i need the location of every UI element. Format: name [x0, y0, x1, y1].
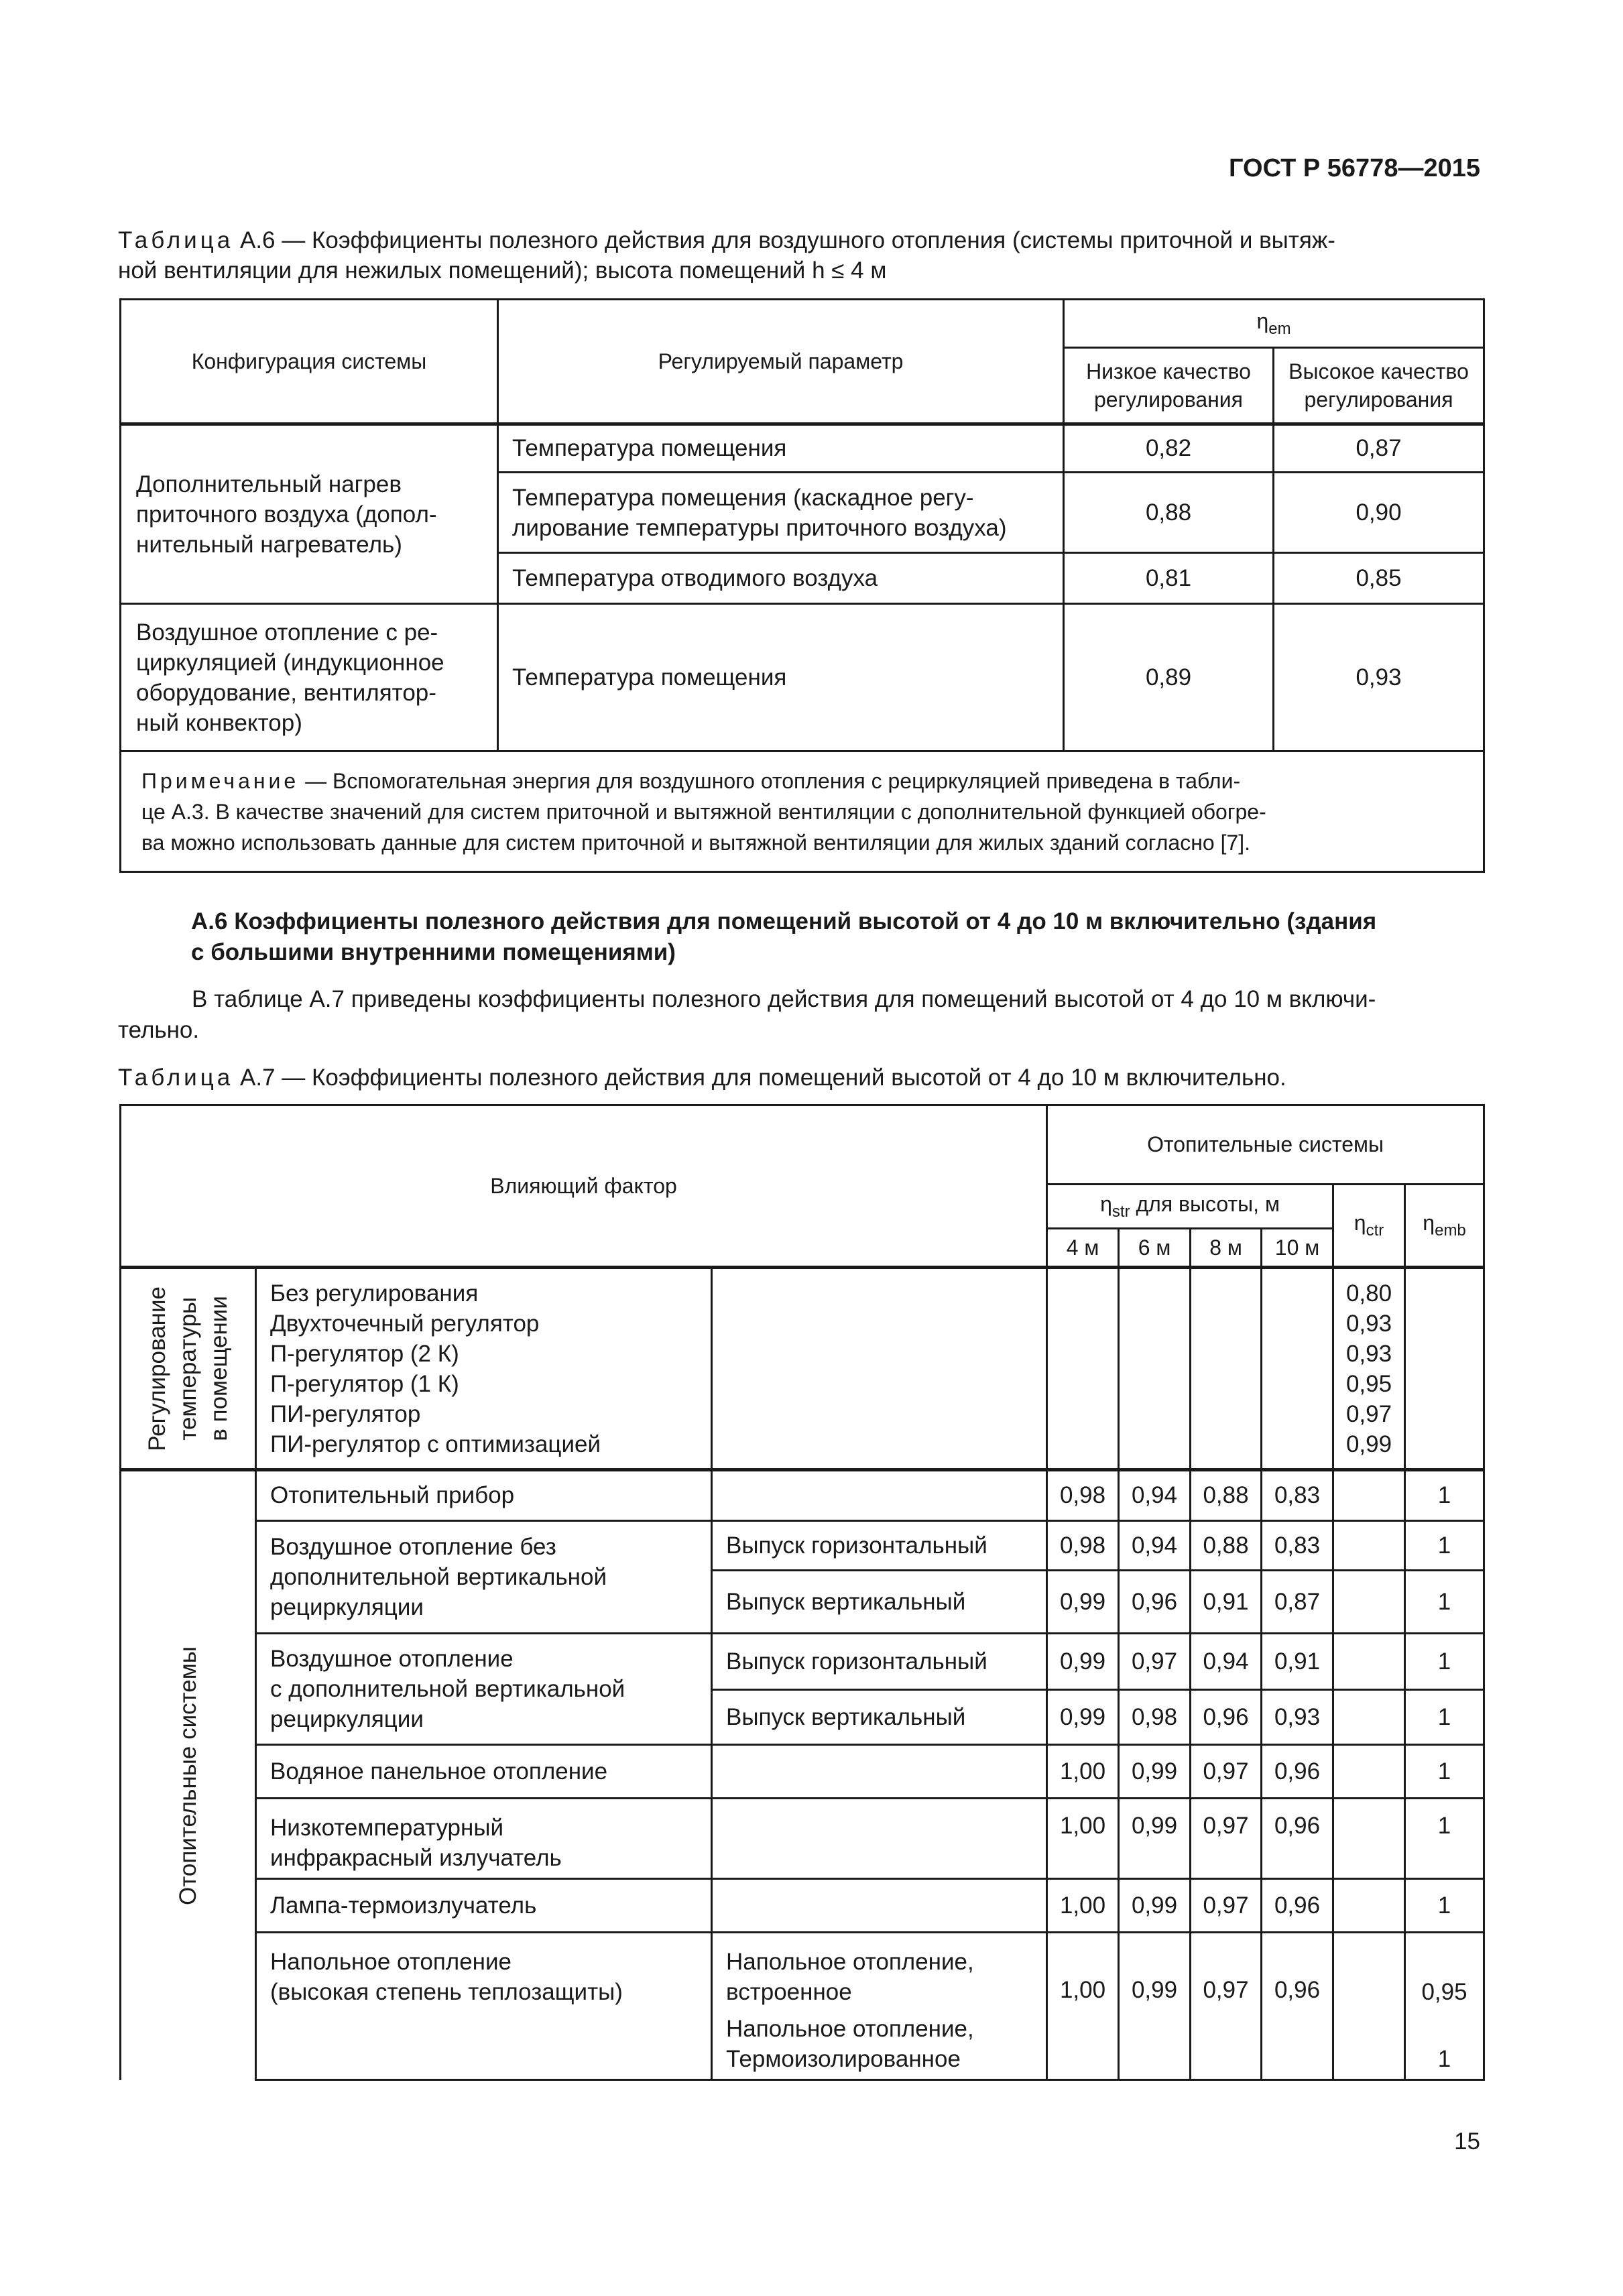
value-high: 0,85	[1274, 553, 1484, 604]
param-cell: Температура отводимого воздуха	[498, 553, 1064, 604]
value-emb: 0,95 1	[1405, 1933, 1484, 2080]
value-h10: 0,96	[1262, 1799, 1333, 1879]
empty-cell	[712, 1799, 1047, 1879]
empty-cell	[712, 1268, 1047, 1470]
empty-cell	[1333, 1571, 1405, 1634]
row-water-panel-heating: Водяное панельное отопление	[256, 1745, 712, 1799]
value-emb: 1	[1405, 1634, 1484, 1690]
empty-cell	[1262, 1268, 1333, 1470]
row-floor-heating: Напольное отопление (высокая степень теплозащиты)	[256, 1933, 712, 2080]
value-high: 0,87	[1274, 424, 1484, 473]
value-h8: 0,97	[1191, 1799, 1262, 1879]
empty-cell	[712, 1879, 1047, 1933]
value-h10: 0,87	[1262, 1571, 1333, 1634]
outlet-type: Выпуск вертикальный	[712, 1690, 1047, 1745]
value-emb: 1	[1405, 1690, 1484, 1745]
param-cell: Температура помещения (каскадное регу- лирование температуры приточного воздуха)	[498, 473, 1064, 553]
header-param: Регулируемый параметр	[498, 300, 1064, 424]
empty-cell	[1333, 1933, 1405, 2080]
value-h6: 0,97	[1119, 1634, 1191, 1690]
page-number: 15	[1454, 2128, 1480, 2155]
value-emb: 1	[1405, 1879, 1484, 1933]
value-low: 0,88	[1064, 473, 1274, 553]
value-h8: 0,97	[1191, 1879, 1262, 1933]
value-h4: 1,00	[1047, 1745, 1119, 1799]
group-temperature-regulation: Регулирование температуры в помещении	[121, 1268, 256, 1470]
value-h6: 0,99	[1119, 1799, 1191, 1879]
outlet-type: Выпуск горизонтальный	[712, 1634, 1047, 1690]
value-low: 0,81	[1064, 553, 1274, 604]
empty-cell	[1333, 1470, 1405, 1521]
row-heat-lamp: Лампа-термоизлучатель	[256, 1879, 712, 1933]
group-additional-heating: Дополнительный нагрев приточного воздуха (допол- нительный нагреватель)	[121, 424, 498, 604]
header-h4: 4 м	[1047, 1229, 1119, 1268]
empty-cell	[1191, 1268, 1262, 1470]
value-h4: 1,00	[1047, 1933, 1119, 2080]
header-h8: 8 м	[1191, 1229, 1262, 1268]
value-h10: 0,93	[1262, 1690, 1333, 1745]
value-high: 0,90	[1274, 473, 1484, 553]
value-h8: 0,94	[1191, 1634, 1262, 1690]
row-air-heating-with-recirc: Воздушное отопление с дополнительной вертикальной рециркуляции	[256, 1634, 712, 1745]
empty-cell	[1333, 1799, 1405, 1879]
value-h6: 0,99	[1119, 1745, 1191, 1799]
empty-cell	[712, 1745, 1047, 1799]
header-high-quality: Высокое качество регулирования	[1274, 348, 1484, 424]
value-h4: 0,99	[1047, 1634, 1119, 1690]
value-h10: 0,96	[1262, 1879, 1333, 1933]
value-h10: 0,96	[1262, 1745, 1333, 1799]
row-low-temp-infrared: Низкотемпературный инфракрасный излучатель	[256, 1799, 712, 1879]
value-h4: 1,00	[1047, 1799, 1119, 1879]
row-air-heating-no-recirc: Воздушное отопление без дополнительной вертикальной рециркуляции	[256, 1521, 712, 1634]
empty-cell	[712, 1470, 1047, 1521]
value-h10: 0,83	[1262, 1521, 1333, 1571]
value-h6: 0,98	[1119, 1690, 1191, 1745]
document-code: ГОСТ Р 56778—2015	[1229, 154, 1480, 182]
header-h10: 10 м	[1262, 1229, 1333, 1268]
value-high: 0,93	[1274, 604, 1484, 751]
empty-cell	[1333, 1634, 1405, 1690]
value-h8: 0,88	[1191, 1521, 1262, 1571]
floor-heating-subtypes: Напольное отопление, встроенное Напольное отопление, Термоизолированное	[712, 1933, 1047, 2080]
value-h6: 0,99	[1119, 1879, 1191, 1933]
regulation-list: Без регулирования Двухточечный регулятор П-регулятор (2 К) П-регулятор (1 К) ПИ-регулятор ПИ-регулятор с оптимизацией	[256, 1268, 712, 1470]
value-h4: 0,99	[1047, 1690, 1119, 1745]
value-h4: 0,99	[1047, 1571, 1119, 1634]
outlet-type: Выпуск вертикальный	[712, 1571, 1047, 1634]
value-h4: 0,98	[1047, 1470, 1119, 1521]
empty-cell	[1333, 1690, 1405, 1745]
value-h4: 1,00	[1047, 1879, 1119, 1933]
header-config: Конфигурация системы	[121, 300, 498, 424]
value-low: 0,82	[1064, 424, 1274, 473]
table-a6-caption: Таблица А.6 — Коэффициенты полезного действия для воздушного отопления (системы приточной и вытяж- ной вентиляции для нежилых помещений); высота помещений h ≤ 4 м	[118, 227, 1335, 284]
empty-cell	[1333, 1879, 1405, 1933]
value-h8: 0,97	[1191, 1933, 1262, 2080]
value-h10: 0,91	[1262, 1634, 1333, 1690]
section-paragraph: В таблице А.7 приведены коэффициенты полезного действия для помещений высотой от 4 до 10 м включи- тельно.	[118, 986, 1376, 1043]
header-factor: Влияющий фактор	[121, 1105, 1047, 1268]
value-h4: 0,98	[1047, 1521, 1119, 1571]
table-a6	[119, 298, 1485, 873]
header-low-quality: Низкое качество регулирования	[1064, 348, 1274, 424]
value-h6: 0,94	[1119, 1521, 1191, 1571]
value-h10: 0,83	[1262, 1470, 1333, 1521]
table-a6-note: Примечание — Вспомогательная энергия для воздушного отопления с рециркуляцией приведена в табли- це А.3. В качестве значений для систем приточной и вытяжной вентиляции с дополнительной функцией обогре- ва можно использовать данные для систем приточной и вытяжной вентиляции для жилых зданий согласно [7].	[121, 751, 1484, 872]
header-eta-em: ηem	[1064, 300, 1484, 348]
section-heading: А.6 Коэффициенты полезного действия для помещений высотой от 4 до 10 м включительно (здания с большими внутренними помещениями)	[191, 908, 1377, 965]
value-h8: 0,88	[1191, 1470, 1262, 1521]
table-a7-caption: Таблица А.7 — Коэффициенты полезного действия для помещений высотой от 4 до 10 м включительно.	[118, 1065, 1286, 1091]
empty-cell	[1333, 1745, 1405, 1799]
empty-cell	[1333, 1521, 1405, 1571]
value-h10: 0,96	[1262, 1933, 1333, 2080]
value-emb: 1	[1405, 1470, 1484, 1521]
value-h8: 0,97	[1191, 1745, 1262, 1799]
empty-cell	[1047, 1268, 1119, 1470]
value-h6: 0,94	[1119, 1470, 1191, 1521]
header-systems: Отопительные системы	[1047, 1105, 1484, 1185]
value-low: 0,89	[1064, 604, 1274, 751]
table-a7	[119, 1104, 1485, 2081]
param-cell: Температура помещения	[498, 424, 1064, 473]
outlet-type: Выпуск горизонтальный	[712, 1521, 1047, 1571]
header-eta-emb: ηemb	[1405, 1185, 1484, 1268]
value-emb: 1	[1405, 1521, 1484, 1571]
group-heating-systems: Отопительные системы	[121, 1470, 256, 2080]
group-recirculation-heating: Воздушное отопление с ре- циркуляцией (индукционное оборудование, вентилятор- ный конвектор)	[121, 604, 498, 751]
value-emb: 1	[1405, 1571, 1484, 1634]
empty-cell	[1119, 1268, 1191, 1470]
value-h8: 0,91	[1191, 1571, 1262, 1634]
row-heating-device: Отопительный прибор	[256, 1470, 712, 1521]
param-cell: Температура помещения	[498, 604, 1064, 751]
empty-cell	[1405, 1268, 1484, 1470]
header-eta-ctr: ηctr	[1333, 1185, 1405, 1268]
value-h6: 0,99	[1119, 1933, 1191, 2080]
value-h6: 0,96	[1119, 1571, 1191, 1634]
regulation-ctr-values: 0,80 0,93 0,93 0,95 0,97 0,99	[1333, 1268, 1405, 1470]
value-emb: 1	[1405, 1745, 1484, 1799]
value-h8: 0,96	[1191, 1690, 1262, 1745]
value-emb: 1	[1405, 1799, 1484, 1879]
header-h6: 6 м	[1119, 1229, 1191, 1268]
header-eta-str: ηstr для высоты, м	[1047, 1185, 1333, 1229]
